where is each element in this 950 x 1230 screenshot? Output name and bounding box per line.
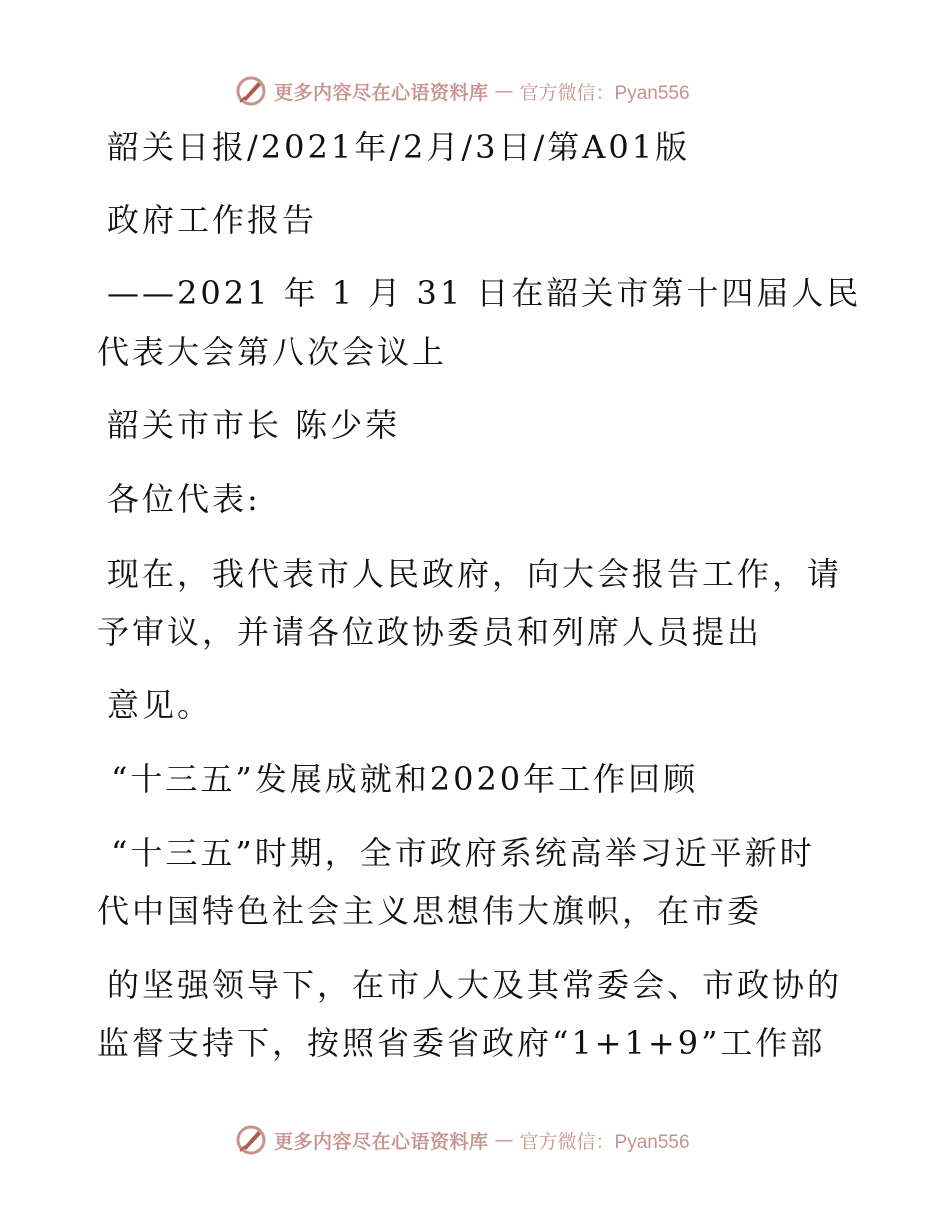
subtitle-line-2: 代表大会第八次会议上 (97, 333, 448, 371)
subtitle-line-1: ——2021 年 1 月 31 日在韶关市第十四届人民 (107, 274, 862, 312)
watermark-account: 官方微信：Pyan556 (519, 1131, 690, 1153)
author-line: 韶关市市长 陈少荣 (107, 406, 401, 444)
watermark-separator: — (494, 80, 514, 102)
salutation: 各位代表: (107, 480, 261, 518)
paragraph-2-line-4: 监督支持下，按照省委省政府“1+1+9”工作部 (97, 1024, 826, 1062)
watermark-header (234, 71, 690, 111)
watermark-footer (234, 1120, 690, 1160)
paragraph-2-line-2: 代中国特色社会主义思想伟大旗帜，在市委 (97, 892, 763, 930)
paragraph-1-line-1: 现在，我代表市人民政府，向大会报告工作，请 (107, 555, 843, 593)
source-line: 韶关日报/2021年/2月/3日/第A01版 (107, 128, 691, 166)
quill-pen-logo-icon (234, 74, 268, 108)
watermark-separator: — (494, 1129, 514, 1151)
watermark-account: 官方微信：Pyan556 (519, 82, 690, 104)
paragraph-1-line-3: 意见。 (107, 686, 213, 724)
quill-pen-logo-icon (234, 1123, 268, 1157)
document-title: 政府工作报告 (107, 201, 318, 239)
section-heading: “十三五”发展成就和2020年工作回顾 (111, 760, 699, 798)
watermark-label: 更多内容尽在心语资料库 (274, 1130, 489, 1153)
paragraph-1-line-2: 予审议，并请各位政协委员和列席人员提出 (97, 613, 763, 651)
paragraph-2-line-1: “十三五”时期，全市政府系统高举习近平新时 (111, 834, 815, 872)
watermark-label: 更多内容尽在心语资料库 (274, 81, 489, 104)
paragraph-2-line-3: 的坚强领导下，在市人大及其常委会、市政协的 (107, 966, 843, 1004)
